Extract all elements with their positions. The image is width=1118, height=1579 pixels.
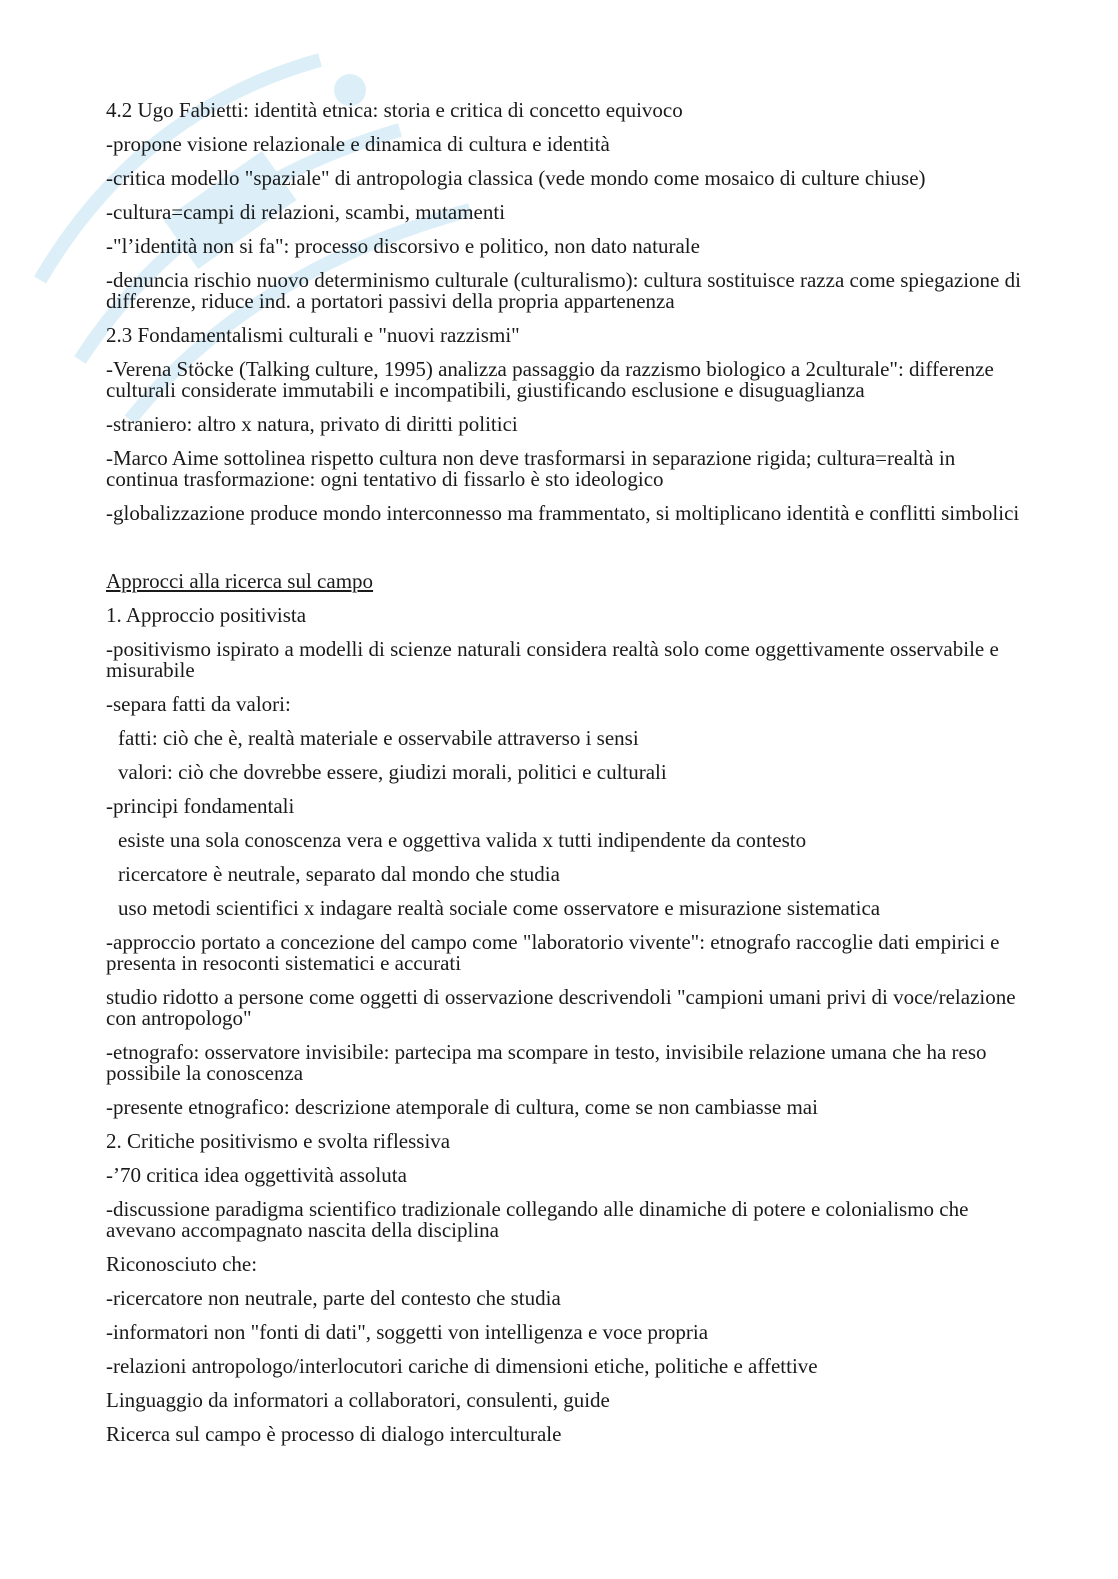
- text-line: -discussione paradigma scientifico tradizionale collegando alle dinamiche di potere e colonialismo che avevano accompagnato nascita della disciplina: [106, 1197, 969, 1242]
- text-line: Linguaggio da informatori a collaboratori, consulenti, guide: [106, 1388, 610, 1412]
- document-body: [106, 100, 1026, 1445]
- text-line: -Verena Stöcke (Talking culture, 1995) analizza passaggio da razzismo biologico a 2culturale": differenze culturali considerate immutabili e incompatibili, giustificando esclusione e disuguaglianza: [106, 357, 994, 402]
- text-line: studio ridotto a persone come oggetti di osservazione descrivendoli "campioni umani privi di voce/relazione con antropologo": [106, 985, 1016, 1030]
- text-line: -relazioni antropologo/interlocutori cariche di dimensioni etiche, politiche e affettive: [106, 1354, 818, 1378]
- text-line: ricercatore è neutrale, separato dal mondo che studia: [118, 862, 560, 886]
- text-line: -globalizzazione produce mondo interconnesso ma frammentato, si moltiplicano identità e conflitti simbolici: [106, 501, 1020, 525]
- text-line: fatti: ciò che è, realtà materiale e osservabile attraverso i sensi: [118, 726, 639, 750]
- text-line: -denuncia rischio nuovo determinismo culturale (culturalismo): cultura sostituisce razza come spiegazione di differenze, riduce ind. a portatori passivi della propria appartenenza: [106, 268, 1021, 313]
- text-line: -straniero: altro x natura, privato di diritti politici: [106, 412, 518, 436]
- text-line: -"l’identità non si fa": processo discorsivo e politico, non dato naturale: [106, 234, 700, 258]
- text-line: 1. Approccio positivista: [106, 603, 307, 627]
- text-line: -positivismo ispirato a modelli di scienze naturali considera realtà solo come oggettivamente osservabile e misurabile: [106, 637, 999, 682]
- text-line: uso metodi scientifici x indagare realtà sociale come osservatore e misurazione sistematica: [118, 896, 881, 920]
- text-line: -ricercatore non neutrale, parte del contesto che studia: [106, 1286, 561, 1310]
- text-line: -etnografo: osservatore invisibile: partecipa ma scompare in testo, invisibile relazione umana che ha reso possibile la conoscenza: [106, 1040, 987, 1085]
- text-line: -’70 critica idea oggettività assoluta: [106, 1163, 407, 1187]
- section-heading: Approcci alla ricerca sul campo: [106, 569, 374, 593]
- text-line: 4.2 Ugo Fabietti: identità etnica: storia e critica di concetto equivoco: [106, 98, 683, 122]
- text-line: -cultura=campi di relazioni, scambi, mutamenti: [106, 200, 506, 224]
- text-line: -separa fatti da valori:: [106, 692, 291, 716]
- text-line: -propone visione relazionale e dinamica di cultura e identità: [106, 132, 610, 156]
- text-line: esiste una sola conoscenza vera e oggettiva valida x tutti indipendente da contesto: [118, 828, 807, 852]
- text-line: 2. Critiche positivismo e svolta riflessiva: [106, 1129, 451, 1153]
- text-line: -informatori non "fonti di dati", soggetti von intelligenza e voce propria: [106, 1320, 709, 1344]
- text-line: -Marco Aime sottolinea rispetto cultura non deve trasformarsi in separazione rigida; cultura=realtà in continua trasformazione: ogni tentativo di fissarlo è sto ideologico: [106, 446, 956, 491]
- text-line: -approccio portato a concezione del campo come "laboratorio vivente": etnografo raccoglie dati empirici e presenta in resoconti sistematici e accurati: [106, 930, 1000, 975]
- text-line: Ricerca sul campo è processo di dialogo interculturale: [106, 1422, 562, 1446]
- text-line: 2.3 Fondamentalismi culturali e "nuovi razzismi": [106, 323, 520, 347]
- text-line: Riconosciuto che:: [106, 1252, 258, 1276]
- text-line: -principi fondamentali: [106, 794, 295, 818]
- text-line: -presente etnografico: descrizione atemporale di cultura, come se non cambiasse mai: [106, 1095, 818, 1119]
- text-line: valori: ciò che dovrebbe essere, giudizi morali, politici e culturali: [118, 760, 667, 784]
- text-line: -critica modello "spaziale" di antropologia classica (vede mondo come mosaico di culture chiuse): [106, 166, 926, 190]
